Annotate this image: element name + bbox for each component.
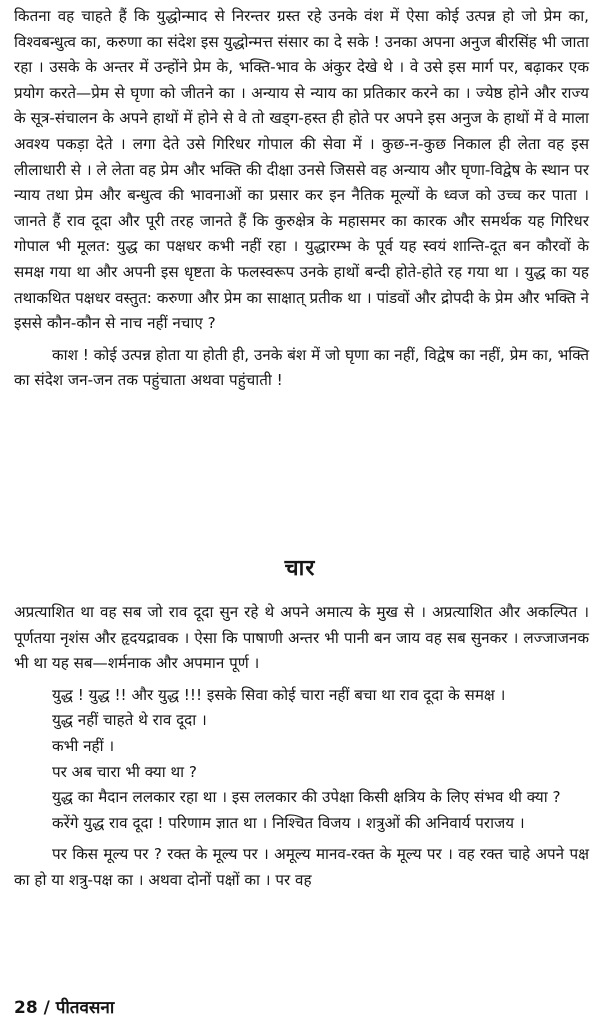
paragraph-7: पर अब चारा भी क्या था ?: [52, 762, 197, 781]
paragraph-5: युद्ध नहीं चाहते थे राव दूदा ।: [52, 711, 207, 730]
paragraph-8: युद्ध का मैदान ललकार रहा था । इस ललकार की उपेक्षा किसी क्षत्रिय के लिए संभव थी क्या ?: [52, 788, 561, 807]
paragraph-9: करेंगे युद्ध राव दूदा ! परिणाम ज्ञात था । निश्चित विजय । शत्रुओं की अनिवार्य पराजय ।: [52, 813, 525, 832]
paragraph-3: अप्रत्याशित था वह सब जो राव दूदा सुन रहे थे अपने अमात्य के मुख से । अप्रत्याशित और अकल्पित । पूर्णतया नृशंस और हृदयद्रावक । ऐसा कि पाषाणी अन्तर भी पानी बन जाय वह सब सुनकर । लज्जाजनक भी था यह सब—शर्मनाक और अपमान पूर्ण ।: [14, 603, 589, 673]
paragraph-2: काश ! कोई उत्पन्न होता या होती ही, उनके बंश में जो घृणा का नहीं, विद्वेष का नहीं, प्रेम का, भक्ति का संदेश जन-जन तक पहुंचाता अथवा पहुंचाती !: [14, 345, 589, 390]
text-block-section-2: [14, 600, 589, 894]
paragraph-6: कभी नहीं ।: [52, 736, 115, 755]
paragraph-4: युद्ध ! युद्ध !! और युद्ध !!! इसके सिवा कोई चारा नहीं बचा था राव दूदा के समक्ष ।: [52, 685, 506, 704]
page-footer: [14, 995, 114, 1018]
footer-separator: /: [43, 998, 50, 1018]
paragraph-1: कितना वह चाहते हैं कि युद्धोन्माद से निरन्तर ग्रस्त रहे उनके वंश में ऐसा कोई उत्पन्न हो जो प्रेम का, विश्वबन्धुत्व का, करुणा का संदेश इस युद्धोन्मत्त संसार का दे सके ! उनका अपना अनुज बीरसिंह भी जाता रहा । उसके के अन्तर में उन्होंने प्रेम के, भक्ति-भाव के अंकुर देखे थे । वे उसे इस मार्ग पर, बढ़ाकर एक प्रयोग करते—प्रेम से घृणा को जीतने का । अन्याय से न्याय का प्रतिकार करने का । ज्येष्ठ होने और राज्य के सूत्र-संचालन के अपने हाथों में होने से वे तो खड्ग-हस्त ही होते पर अपने इस अनुज के हाथों में वे माला अवश्य पकड़ा देते । लगा देते उसे गिरिधर गोपाल की सेवा में । कुछ-न-कुछ निकाल ही लेता वह इस लीलाधारी से । ले लेता वह प्रेम और भक्ति की दीक्षा उनसे जिससे वह अन्याय और घृणा-विद्वेष के स्थान पर न्याय तथा प्रेम और बन्धुत्व की भावनाओं का प्रसार कर इन नैतिक मूल्यों के ध्वज को उच्च कर पाता । जानते हैं राव दूदा और पूरी तरह जानते हैं कि कुरुक्षेत्र के महासमर का कारक और समर्थक यह गिरिधर गोपाल भी मूलत: युद्ध का पक्षधर कभी नहीं रहा । युद्धारम्भ के पूर्व यह स्वयं शान्ति-दूत बन कौरवों के समक्ष गया था और अपनी इस धृष्टता के फलस्वरूप उनके हाथों बन्दी होते-होते रह गया था । युद्ध का यह तथाकथित पक्षधर वस्तुत: करुणा और प्रेम का साक्षात् प्रतीक था । पांडवों और द्रोपदी के प्रेम और भक्ति ने इससे कौन-कौन से नाच नहीं नचाए ?: [14, 7, 589, 333]
paragraph-10: पर किस मूल्य पर ? रक्त के मूल्य पर । अमूल्य मानव-रक्त के मूल्य पर । वह रक्त चाहे अपने पक्ष का हो या शत्रु-पक्ष का । अथवा दोनों पक्षों का । पर वह: [14, 845, 589, 889]
chapter-heading: चार: [284, 556, 316, 581]
page-number: 28: [14, 998, 38, 1018]
running-title: पीतवसना: [55, 998, 115, 1018]
text-block-section-1: [14, 4, 589, 394]
